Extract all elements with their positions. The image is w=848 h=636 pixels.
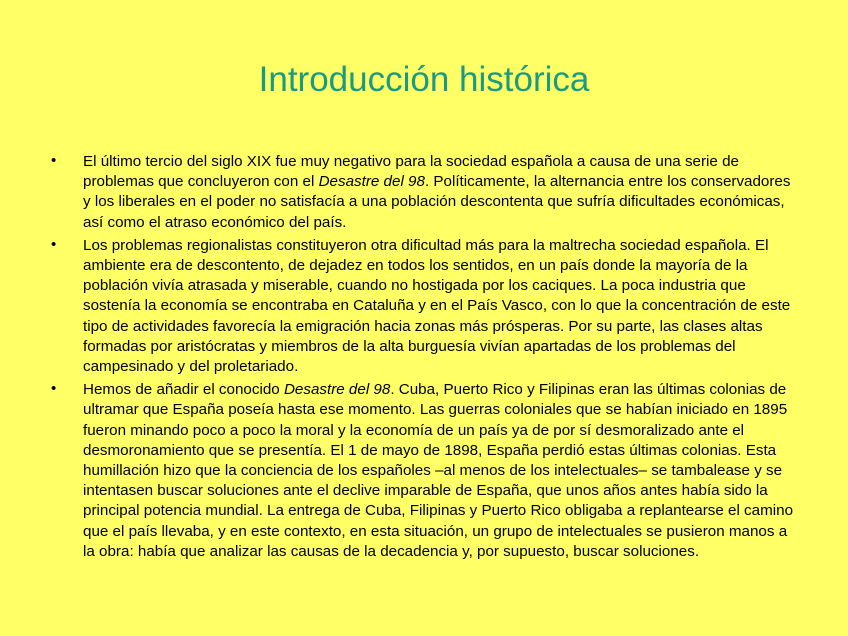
bullet-dot-icon: • xyxy=(51,380,57,398)
bullet-list xyxy=(0,152,848,565)
slide-title: Introducción histórica xyxy=(258,60,590,99)
bullet-text: El último tercio del siglo XIX fue muy negativo para la sociedad española a causa de una serie de problemas que concluyeron con el xyxy=(83,153,739,191)
bullet-item xyxy=(0,152,848,233)
bullet-text: Hemos de añadir el conocido xyxy=(83,381,284,399)
bullet-emphasis: Desastre del 98 xyxy=(318,173,425,191)
bullet-text: . Cuba, Puerto Rico y Filipinas eran las últimas colonias de ultramar que España poseía hasta ese momento. Las guerras coloniales que se habían iniciado en 1895 fueron minando poco a poco la moral y la economía de un país ya de por sí desmoralizado ante el desmoronamiento que se presentía. El 1 de mayo de 1898, España perdió estas últimas colonias. Esta humillación hizo que la conciencia de los españoles –al menos de los intelectuales– se tambalease y se intentasen buscar soluciones ante el declive imparable de España, que unos años antes había sido la principal potencia mundial. La entrega de Cuba, Filipinas y Puerto Rico obligaba a replantearse el camino que el país llevaba, y en este contexto, en esta situación, un grupo de intelectuales se pusieron manos a la obra: había que analizar las causas de la decadencia y, por supuesto, buscar soluciones. xyxy=(83,381,794,560)
bullet-emphasis: Desastre del 98 xyxy=(283,381,391,399)
bullet-text: Los problemas regionalistas constituyeron otra dificultad más para la maltrecha sociedad española. El ambiente era de descontento, de dejadez en todos los sentidos, en un país donde la mayoría de la población vivía atrasada y miserable, cuando no hostigada por los caciques. La poca industria que sostenía la economía se encontraba en Cataluña y en el País Vasco, con lo que la concentración de este tipo de actividades favorecía la emigración hacia zonas más prósperas. Por su parte, las clases altas formadas por aristócratas y miembros de la alta burguesía vivían apartadas de los problemas del campesinado y del proletariado. xyxy=(83,236,791,376)
bullet-item xyxy=(0,236,848,377)
bullet-text: . Políticamente, la alternancia entre los conservadores y los liberales en el poder no satisfacía a una población descontenta que sufría dificultades económicas, así como el atraso económico del país. xyxy=(83,173,791,231)
bullet-dot-icon: • xyxy=(51,152,57,169)
bullet-item xyxy=(0,380,848,562)
bullet-dot-icon: • xyxy=(51,235,57,253)
